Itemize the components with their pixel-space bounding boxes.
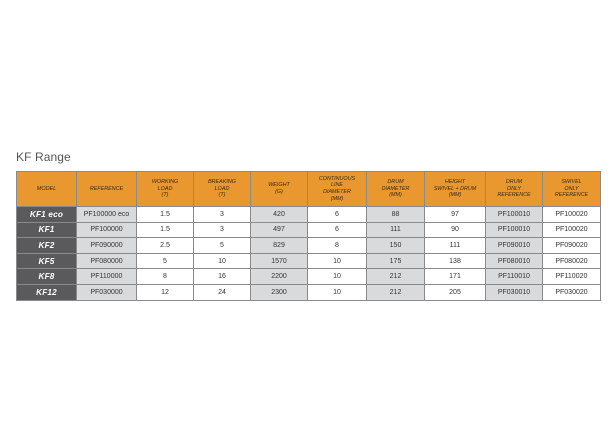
cell-height: 138	[425, 253, 486, 269]
model-cell: KF8	[17, 269, 77, 285]
cell-breaking-load: 16	[194, 269, 251, 285]
cell-swivel-ref: PF100020	[543, 207, 601, 223]
column-header-line: LOAD	[214, 185, 230, 192]
cell-breaking-load: 3	[194, 222, 251, 238]
column-header-swivel-ref	[543, 172, 601, 207]
column-header-working-load	[137, 172, 194, 207]
cell-working-load: 2.5	[137, 238, 194, 254]
cell-height: 205	[425, 284, 486, 300]
column-header-line: ONLY	[564, 185, 579, 192]
cell-height: 90	[425, 222, 486, 238]
cell-drum-diameter: 88	[367, 207, 425, 223]
page-title: KF Range	[16, 150, 71, 164]
table-header-row	[17, 172, 601, 207]
cell-drum-ref: PF080010	[486, 253, 543, 269]
cell-line-diameter: 10	[308, 253, 367, 269]
column-header-line: (MM)	[389, 192, 402, 199]
cell-weight: 1570	[251, 253, 308, 269]
model-cell: KF5	[17, 253, 77, 269]
cell-reference: PF110000	[77, 269, 137, 285]
cell-weight: 2300	[251, 284, 308, 300]
cell-swivel-ref: PF100020	[543, 222, 601, 238]
column-header-line: DRUM	[505, 179, 523, 186]
column-header-line: SWIVEL	[561, 179, 582, 186]
cell-drum-diameter: 111	[367, 222, 425, 238]
cell-height: 111	[425, 238, 486, 254]
cell-drum-ref: PF110010	[486, 269, 543, 285]
cell-drum-diameter: 212	[367, 284, 425, 300]
cell-line-diameter: 6	[308, 207, 367, 223]
column-header-line: ONLY	[506, 185, 522, 192]
cell-drum-ref: PF100010	[486, 222, 543, 238]
cell-reference: PF090000	[77, 238, 137, 254]
column-header-line: DIAMETER	[381, 185, 410, 192]
column-header-line: REFERENCE	[554, 192, 589, 199]
column-header-reference	[77, 172, 137, 207]
model-cell: KF12	[17, 284, 77, 300]
cell-swivel-ref: PF090020	[543, 238, 601, 254]
column-header-line: REFERENCE	[89, 185, 124, 192]
cell-reference: PF080000	[77, 253, 137, 269]
column-header-model	[17, 172, 77, 207]
cell-height: 97	[425, 207, 486, 223]
cell-height: 171	[425, 269, 486, 285]
table-row	[17, 238, 601, 254]
cell-swivel-ref: PF110020	[543, 269, 601, 285]
cell-line-diameter: 6	[308, 222, 367, 238]
column-header-line: (MM)	[448, 192, 462, 199]
cell-drum-ref: PF030010	[486, 284, 543, 300]
column-header-line: DIAMETER	[323, 189, 351, 195]
cell-drum-diameter: 175	[367, 253, 425, 269]
column-header-drum-ref	[486, 172, 543, 207]
cell-breaking-load: 5	[194, 238, 251, 254]
cell-breaking-load: 3	[194, 207, 251, 223]
column-header-line: WORKING	[151, 179, 179, 186]
table-body	[17, 207, 601, 301]
cell-weight: 829	[251, 238, 308, 254]
cell-drum-diameter: 212	[367, 269, 425, 285]
cell-weight: 497	[251, 222, 308, 238]
column-header-line: WEIGHT	[268, 182, 290, 189]
table-row	[17, 253, 601, 269]
cell-reference: PF100000 eco	[77, 207, 137, 223]
column-header-line: (G)	[275, 189, 283, 195]
cell-line-diameter: 10	[308, 284, 367, 300]
column-header-line-diameter	[308, 172, 367, 207]
cell-working-load: 1.5	[137, 222, 194, 238]
table-row	[17, 222, 601, 238]
column-header-line: LINE	[331, 182, 343, 189]
table-row	[17, 269, 601, 285]
cell-working-load: 5	[137, 253, 194, 269]
cell-breaking-load: 24	[194, 284, 251, 300]
cell-line-diameter: 10	[308, 269, 367, 285]
column-header-line: SWIVEL + DRUM	[433, 185, 477, 192]
model-cell: KF2	[17, 238, 77, 254]
column-header-line: BREAKING	[208, 179, 236, 186]
cell-weight: 420	[251, 207, 308, 223]
column-header-line: MODEL	[36, 185, 57, 192]
column-header-weight	[251, 172, 308, 207]
cell-drum-ref: PF090010	[486, 238, 543, 254]
cell-line-diameter: 8	[308, 238, 367, 254]
column-header-line: DRUM	[387, 179, 404, 186]
table-row	[17, 284, 601, 300]
cell-working-load: 8	[137, 269, 194, 285]
column-header-line: (T)	[161, 192, 169, 199]
cell-reference: PF030000	[77, 284, 137, 300]
cell-drum-diameter: 150	[367, 238, 425, 254]
column-header-line: LOAD	[157, 185, 173, 192]
cell-weight: 2200	[251, 269, 308, 285]
cell-working-load: 1.5	[137, 207, 194, 223]
column-header-drum-diameter	[367, 172, 425, 207]
column-header-line: HEIGHT	[444, 179, 466, 186]
column-header-height	[425, 172, 486, 207]
column-header-line: CONTINUOUS	[318, 175, 356, 182]
column-header-line: (MM)	[330, 195, 344, 202]
column-header-line: (T)	[218, 192, 226, 199]
cell-breaking-load: 10	[194, 253, 251, 269]
column-header-line: REFERENCE	[497, 192, 531, 199]
cell-working-load: 12	[137, 284, 194, 300]
cell-swivel-ref: PF030020	[543, 284, 601, 300]
cell-swivel-ref: PF080020	[543, 253, 601, 269]
table-row	[17, 207, 601, 223]
cell-drum-ref: PF100010	[486, 207, 543, 223]
model-cell: KF1	[17, 222, 77, 238]
cell-reference: PF100000	[77, 222, 137, 238]
kf-range-table	[16, 171, 601, 301]
column-header-breaking-load	[194, 172, 251, 207]
model-cell: KF1 eco	[17, 207, 77, 223]
